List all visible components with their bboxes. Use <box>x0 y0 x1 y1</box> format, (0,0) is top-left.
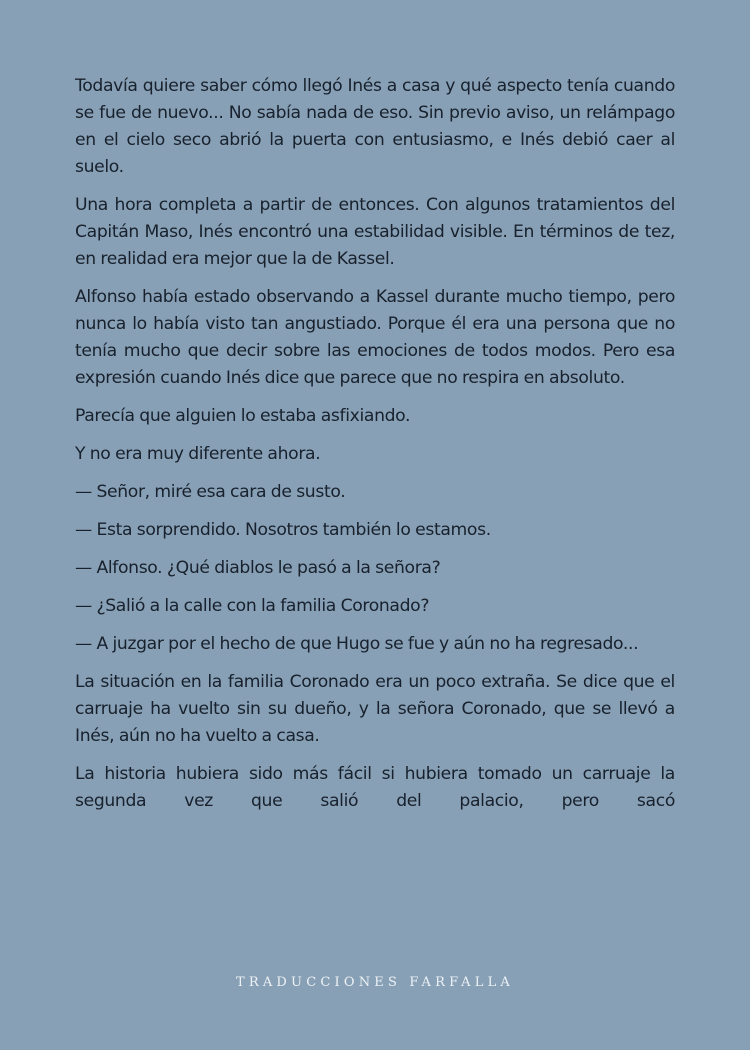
paragraph: Y no era muy diferente ahora. <box>75 444 321 464</box>
dialogue-line: — Esta sorprendido. Nosotros también lo estamos. <box>75 520 491 540</box>
paragraph: Alfonso había estado observando a Kassel durante mucho tiempo, pero nunca lo había visto tan angustiado. Porque él era una persona que no tenía mucho que decir sobre las emociones de todos modos. Pero esa expresión cuando Inés dice que parece que no respira en absoluto. <box>75 287 675 388</box>
paragraph: Una hora completa a partir de entonces. Con algunos tratamientos del Capitán Maso, Inés encontró una estabilidad visible. En términos de tez, en realidad era mejor que la de Kassel. <box>75 195 675 269</box>
translator-credit-footer: TRADUCCIONES FARFALLA <box>235 975 514 990</box>
dialogue-line: — Alfonso. ¿Qué diablos le pasó a la señora? <box>75 558 441 578</box>
paragraph: La historia hubiera sido más fácil si hubiera tomado un carruaje la segunda vez que salió del palacio, pero sacó <box>75 764 675 811</box>
paragraph: Todavía quiere saber cómo llegó Inés a casa y qué aspecto tenía cuando se fue de nuevo... No sabía nada de eso. Sin previo aviso, un relámpago en el cielo seco abrió la puerta con entusiasmo, e Inés debió caer al suelo. <box>75 76 675 177</box>
dialogue-line: — Señor, miré esa cara de susto. <box>75 482 346 502</box>
paragraph: La situación en la familia Coronado era un poco extraña. Se dice que el carruaje ha vuelto sin su dueño, y la señora Coronado, que se llevó a Inés, aún no ha vuelto a casa. <box>75 672 675 746</box>
paragraph: Parecía que alguien lo estaba asfixiando. <box>75 406 411 426</box>
page-body <box>75 73 675 826</box>
dialogue-line: — A juzgar por el hecho de que Hugo se fue y aún no ha regresado... <box>75 634 639 654</box>
dialogue-line: — ¿Salió a la calle con la familia Coronado? <box>75 596 430 616</box>
